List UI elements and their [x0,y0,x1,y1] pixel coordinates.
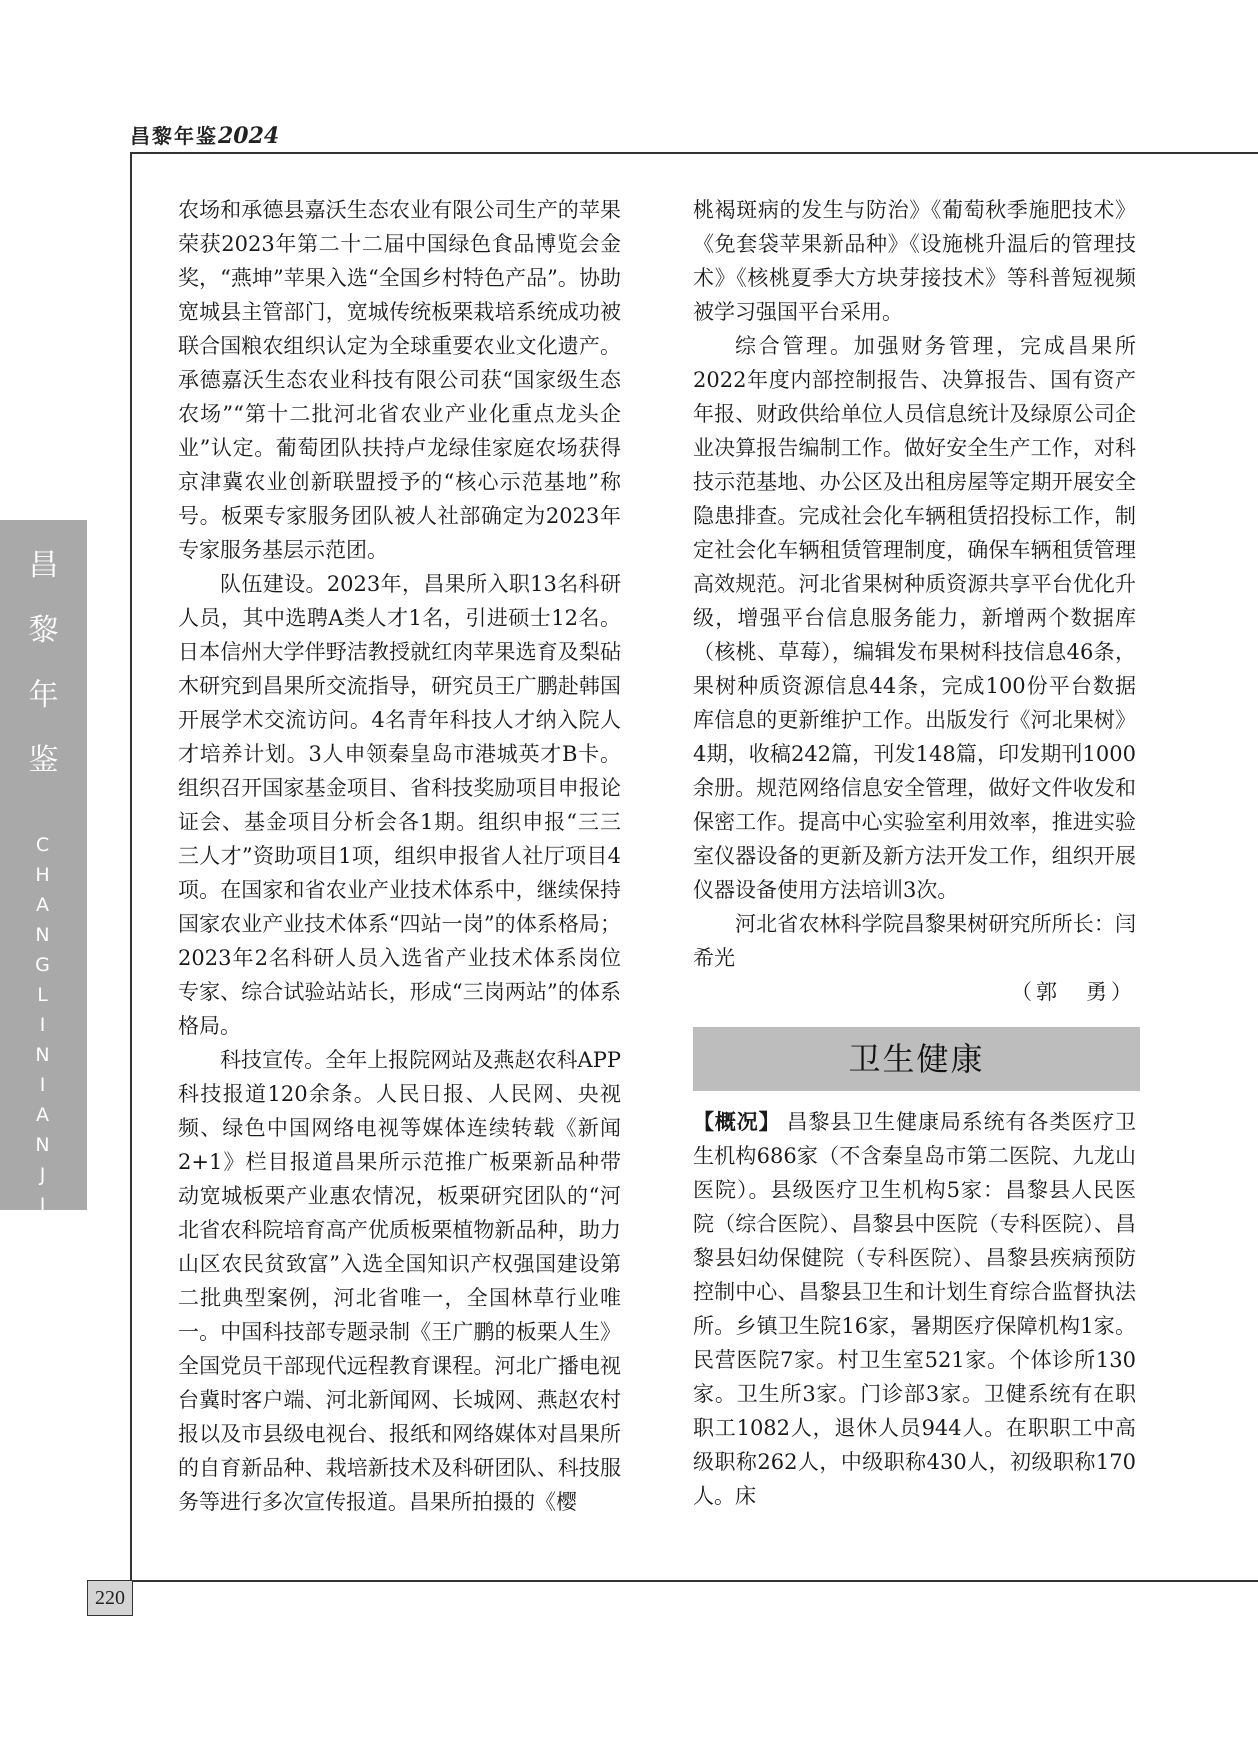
paragraph-management: 综合管理。加强财务管理，完成昌果所2022年度内部控制报告、决算报告、国有资产年报、财政供给单位人员信息统计及绿原公司企业决算报告编制工作。做好安全生产工作，对科技示范基地、办公区及出租房屋等定期开展安全隐患排查。完成社会化车辆租赁招投标工作，制定社会化车辆租赁管理制度，确保车辆租赁管理高效规范。河北省果树种质资源共享平台优化升级，增强平台信息服务能力，新增两个数据库（核桃、草莓），编辑发布果树科技信息46条，果树种质资源信息44条，完成100份平台数据库信息的更新维护工作。出版发行《河北果树》4期，收稿242篇，刊发148篇，印发期刊1000余册。规范网络信息安全管理，做好文件收发和保密工作。提高中心实验室利用效率，推进实验室仪器设备的更新及新方法开发工作，组织开展仪器设备使用方法培训3次。 [693,334,1136,902]
side-tab-letter: I [39,1074,48,1096]
paragraph-overview [693,1105,1136,1513]
side-tab-char: 昌 [28,548,59,583]
paragraph-director: 河北省农林科学院昌黎果树研究所所长：闫希光 [693,912,1136,970]
left-column [178,193,621,1519]
header-title: 昌黎年鉴 [130,124,218,148]
side-tab [0,520,87,1276]
side-tab-letter: I [39,1194,48,1216]
side-tab-letter: G [35,954,52,976]
side-tab-char: 黎 [28,613,59,648]
frame-top-rule [130,152,1258,154]
frame-bottom-rule [130,1580,1258,1582]
side-tab-letter: C [35,834,52,856]
side-tab-letter: N [35,1044,52,1066]
running-header [130,120,279,149]
side-tab-letter: N [35,1134,52,1156]
overview-text: 昌黎县卫生健康局系统有各类医疗卫生机构686家（不含秦皇岛市第二医院、九龙山医院）。县级医疗卫生机构5家：昌黎县人民医院（综合医院）、昌黎县中医院（专科医院）、昌黎县妇幼保健院（专科医院）、昌黎县疾病预防控制中心、昌黎县卫生和计划生育综合监督执法所。乡镇卫生院16家，暑期医疗保障机构1家。民营医院7家。村卫生室521家。个体诊所130家。卫生所3家。门诊部3家。卫健系统有在职职工1082人，退休人员944人。在职职工中高级职称262人，中级职称430人，初级职称170人。床 [693,1110,1137,1508]
paragraph: 桃褐斑病的发生与防治》《葡萄秋季施肥技术》《免套袋苹果新品种》《设施桃升温后的管理技术》《核桃夏季大方块芽接技术》等科普短视频被学习强国平台采用。 [693,198,1136,324]
section-title: 卫生健康 [693,1027,1140,1091]
page-number: 220 [87,1580,133,1616]
frame-left-rule [130,152,132,1582]
side-tab-letter: N [35,924,52,946]
paragraph-publicity: 科技宣传。全年上报院网站及燕赵农科APP科技报道120余条。人民日报、人民网、央视频、绿色中国网络电视等媒体连续转载《新闻2+1》栏目报道昌果所示范推广板栗新品种带动宽城板栗产业惠农情况，板栗研究团队的“河北省农科院培育高产优质板栗植物新品种，助力山区农民贫致富”入选全国知识产权强国建设第二批典型案例，河北省唯一，全国林草行业唯一。中国科技部专题录制《王广鹏的板栗人生》全国党员干部现代远程教育课程。河北广播电视台冀时客户端、河北新闻网、长城网、燕赵农村报以及市县级电视台、报纸和网络媒体对昌果所的自育新品种、栽培新技术及科研团队、科技服务等进行多次宣传报道。昌果所拍摄的《樱 [178,1048,621,1514]
side-tab-char: 年 [28,678,59,713]
side-tab-latin [0,830,87,1280]
header-year: 2024 [218,123,280,149]
paragraph: 农场和承德县嘉沃生态农业有限公司生产的苹果荣获2023年第二十二届中国绿色食品博览会金奖，“燕坤”苹果入选“全国乡村特色产品”。协助宽城县主管部门，宽城传统板栗栽培系统成功被联合国粮农组织认定为全球重要农业文化遗产。承德嘉沃生态农业科技有限公司获“国家级生态农场”“第十二批河北省农业产业化重点龙头企业”认定。葡萄团队扶持卢龙绿佳家庭农场获得京津冀农业创新联盟授予的“核心示范基地”称号。板栗专家服务团队被人社部确定为2023年专家服务基层示范团。 [178,198,621,562]
side-tab-letter: A [36,1104,51,1126]
right-column [693,193,1136,1513]
side-tab-letter: A [36,894,51,916]
side-tab-letter: I [39,1014,48,1036]
side-tab-letter: J [39,1164,48,1186]
author-byline: （郭 勇） [1011,980,1136,1004]
side-tab-char: 鉴 [28,743,59,778]
side-tab-letter: H [35,864,52,886]
paragraph-team-building: 队伍建设。2023年，昌果所入职13名科研人员，其中选聘A类人才1名，引进硕士12名。日本信州大学伴野洁教授就红肉苹果选育及梨砧木研究到昌果所交流指导，研究员王广鹏赴韩国开展学术交流访问。4名青年科技人才纳入院人才培养计划。3人申领秦皇岛市港城英才B卡。组织召开国家基金项目、省科技奖励项目申报论证会、基金项目分析会各1期。组织申报“三三三人才”资助项目1项，组织申报省人社厅项目4项。在国家和省农业产业技术体系中，继续保持国家农业产业技术体系“四站一岗”的体系格局；2023年2名科研人员入选省产业技术体系岗位专家、综合试验站站长，形成“三岗两站”的体系格局。 [178,572,621,1038]
overview-label: 【概况】 [693,1109,781,1134]
side-tab-letter: L [37,984,50,1006]
side-tab-letter: N [35,1254,52,1276]
side-tab-letter: A [36,1224,51,1246]
